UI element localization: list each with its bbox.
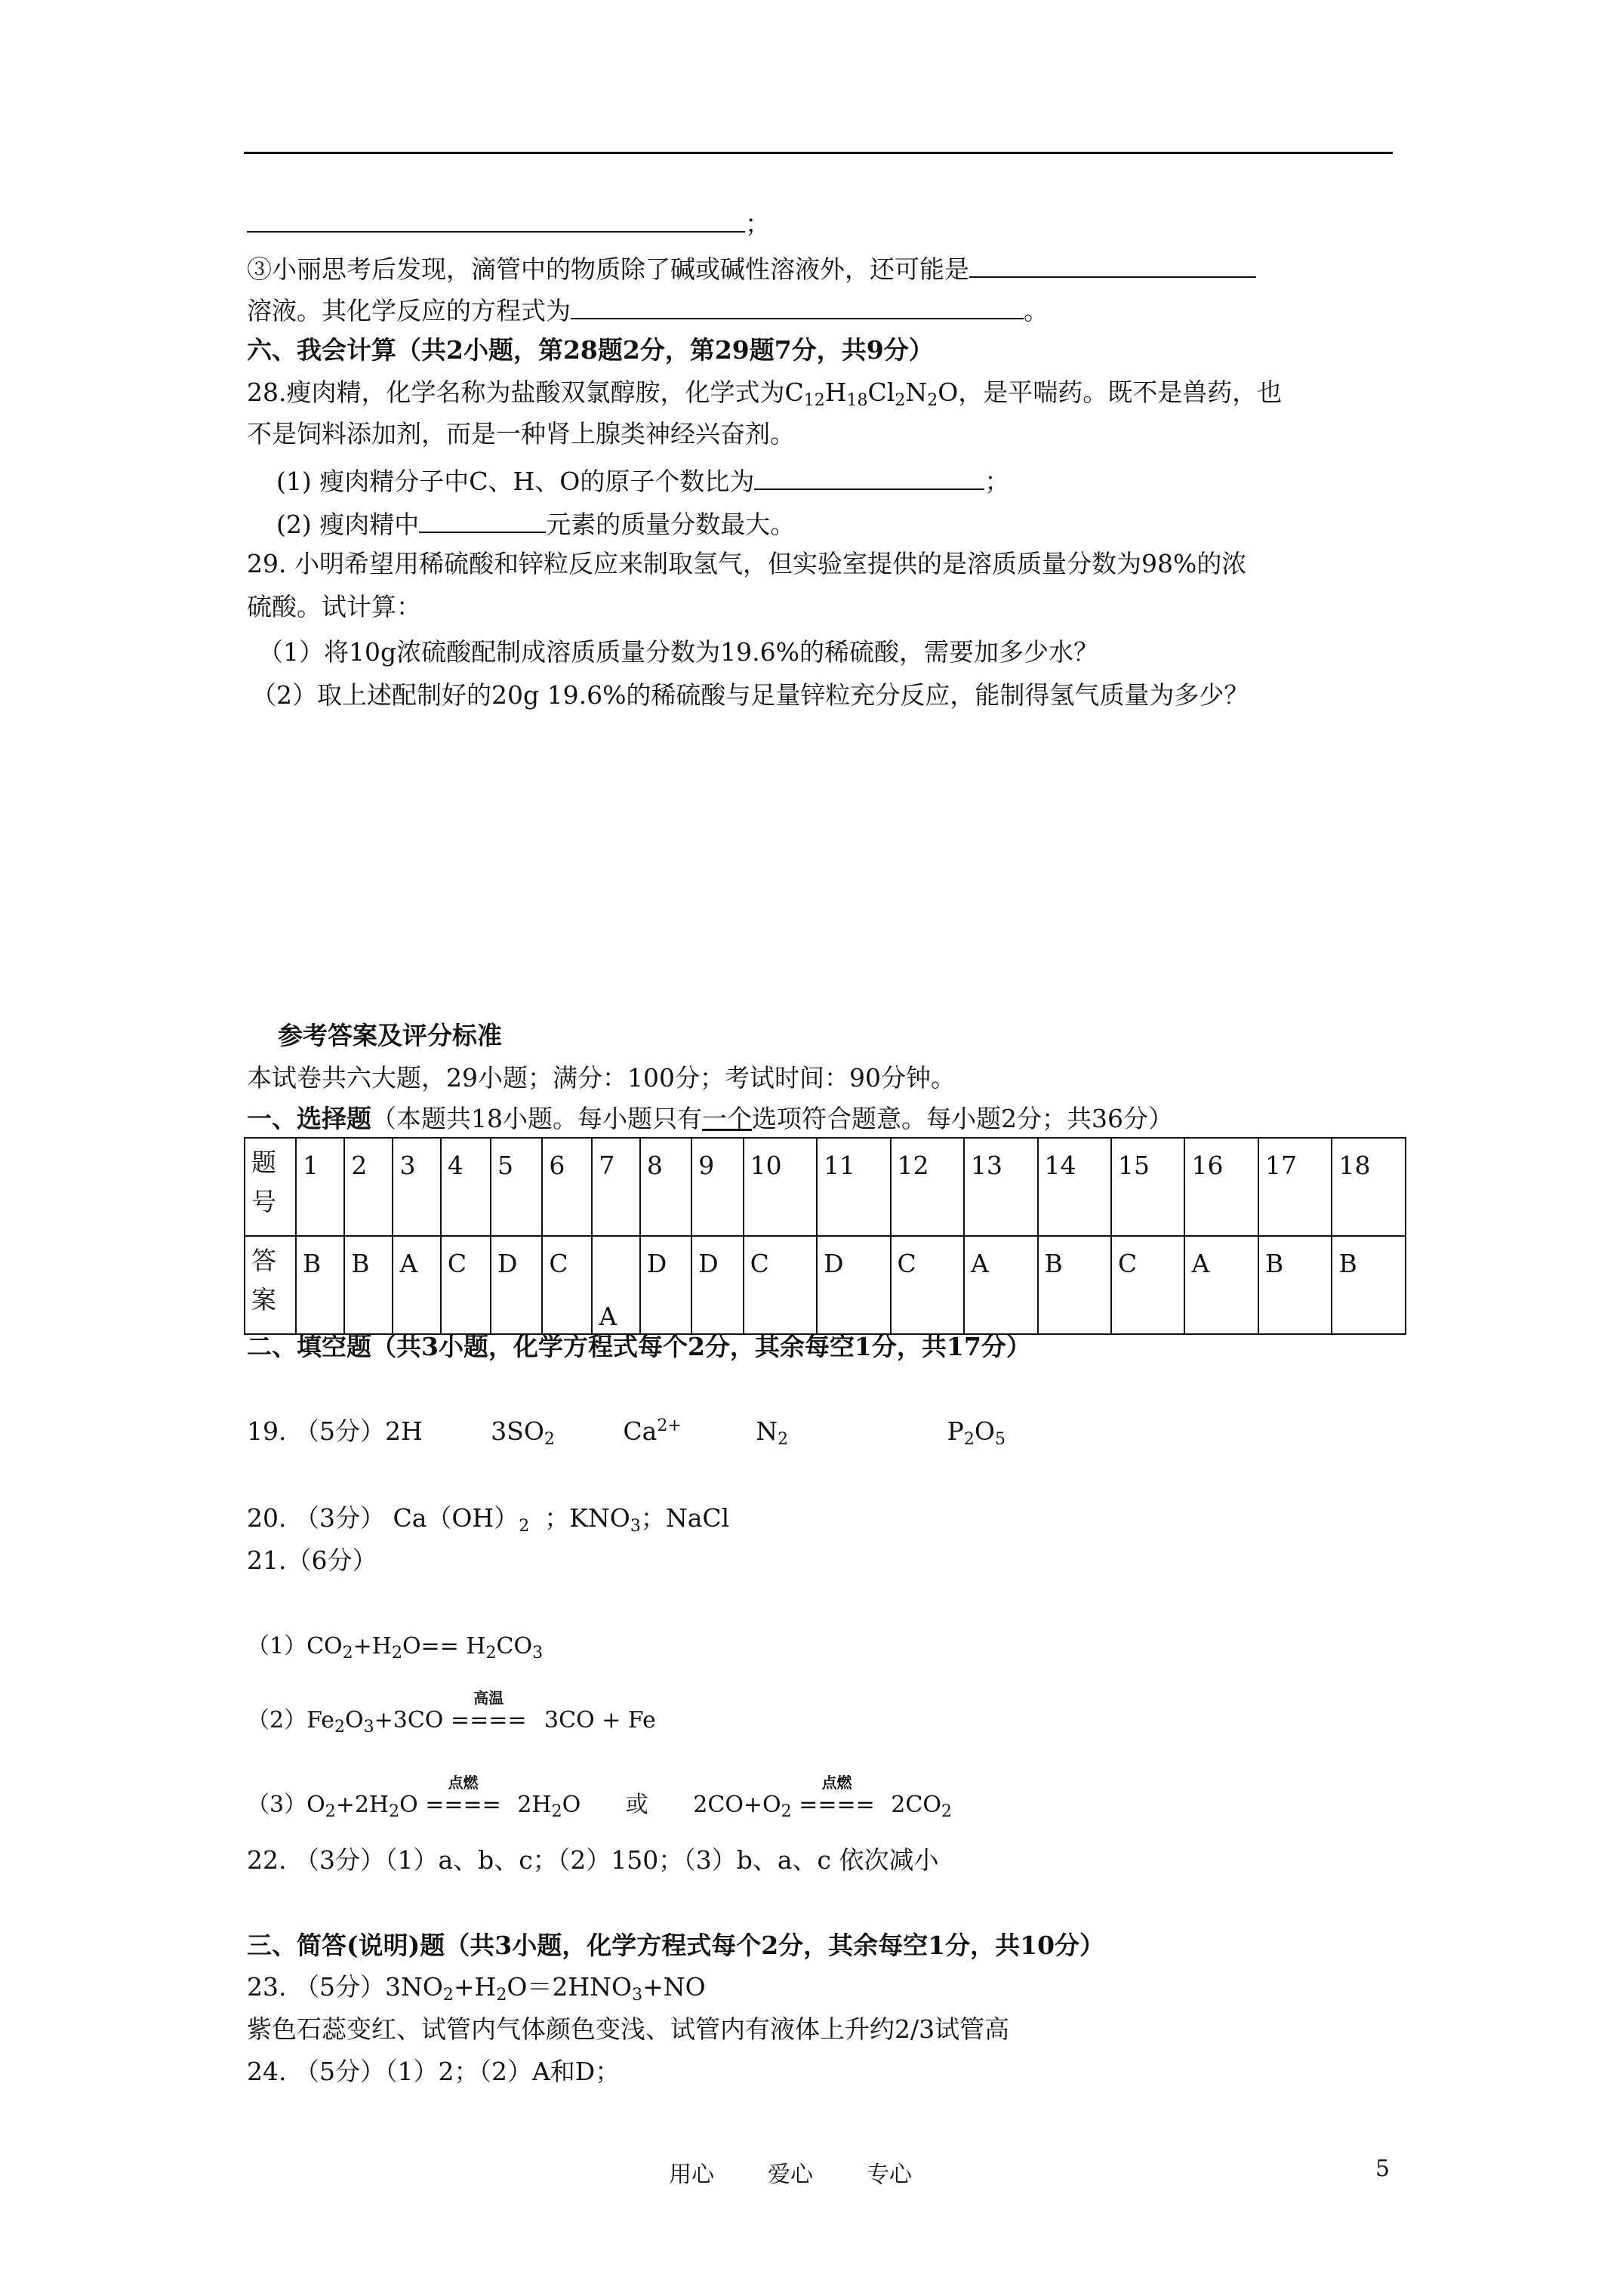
reaction-condition: 高温 ==== — [451, 1703, 527, 1739]
subscript: 2 — [927, 391, 938, 410]
answer-blank[interactable] — [571, 291, 1024, 319]
answer-blank[interactable] — [419, 504, 546, 533]
q19-item: N — [756, 1416, 778, 1446]
question-number-cell: 17 — [1258, 1138, 1332, 1236]
answer-blank[interactable] — [969, 249, 1256, 278]
section3-title: 三、简答(说明)题（共3小题，化学方程式每个2分，其余每空1分，共10分） — [247, 1931, 1105, 1960]
answer-choice-cell: B — [296, 1236, 344, 1334]
q20-text: ；NaCl — [640, 1503, 730, 1533]
answer-choice-cell: B — [344, 1236, 393, 1334]
or-word: 或 — [625, 1792, 648, 1818]
answer-choice-cell: C — [891, 1236, 964, 1334]
q27-sub3-line2 — [247, 291, 1049, 329]
footer-word: 专心 — [867, 2162, 912, 2188]
formula-part: N — [905, 378, 928, 407]
punct: 。 — [1024, 296, 1049, 325]
subscript: 2 — [334, 1718, 346, 1737]
section2-title: 二、填空题（共3小题，化学方程式每个2分，其余每空1分，共17分） — [247, 1332, 1031, 1361]
answer-choice-cell: A — [964, 1236, 1037, 1334]
subscript: 2 — [895, 391, 906, 410]
subscript: 2 — [778, 1430, 789, 1449]
q28-text: O，是平喘药。既不是兽药，也 — [938, 378, 1283, 407]
superscript: 2+ — [657, 1416, 682, 1435]
q29-sub2: （2）取上述配制好的20g 19.6%的稀硫酸与足量锌粒充分反应，能制得氢气质量为多少？ — [251, 680, 1249, 710]
q28-sub1 — [276, 461, 1009, 500]
q29-line1: 29. 小明希望用稀硫酸和锌粒反应来制取氢气，但实验室提供的是溶质质量分数为98%的浓 — [247, 549, 1247, 578]
subscript: 2 — [781, 1802, 792, 1821]
answer-choice-cell: A — [1184, 1236, 1258, 1334]
subscript: 3 — [532, 1644, 544, 1663]
table-header-cell — [245, 1236, 296, 1334]
eq-part: （2）Fe — [247, 1707, 335, 1734]
punct: ； — [984, 467, 1010, 496]
subscript: 3 — [630, 1517, 641, 1536]
q20-text: 20. （3分） Ca（OH） — [247, 1503, 519, 1533]
subscript: 2 — [342, 1644, 353, 1663]
table-row-answers — [245, 1236, 1406, 1334]
eq-part: O — [345, 1707, 364, 1734]
question-number-cell: 18 — [1332, 1138, 1406, 1236]
footer-word: 用心 — [669, 2162, 714, 2188]
answer-table — [244, 1137, 1406, 1335]
question-number-cell: 1 — [296, 1138, 344, 1236]
header-rule — [244, 152, 1393, 154]
q27-sub3-text: ③小丽思考后发现，滴管中的物质除了碱或碱性溶液外，还可能是 — [247, 254, 969, 284]
question-number-cell: 16 — [1184, 1138, 1258, 1236]
header-char: 案 — [251, 1285, 276, 1314]
q28-sub2-text2: 元素的质量分数最大。 — [546, 510, 796, 539]
q20-answer — [247, 1500, 729, 1536]
q21-label: 21.（6分） — [247, 1546, 377, 1575]
subscript: 2 — [325, 1802, 336, 1821]
answer-choice-cell: C — [1111, 1236, 1184, 1334]
q23-answer — [247, 1969, 706, 2005]
eq-part: O — [562, 1792, 581, 1818]
table-header-cell — [245, 1138, 296, 1236]
question-number-cell: 8 — [640, 1138, 691, 1236]
eq-part: +NO — [642, 1972, 706, 2002]
eq-part: O — [399, 1792, 418, 1818]
formula-part: Cl — [867, 378, 895, 407]
eq3 — [247, 1774, 952, 1823]
q29-line2: 硫酸。试计算： — [247, 592, 421, 621]
answer-blank[interactable] — [247, 204, 745, 233]
footer-word: 爱心 — [768, 2162, 813, 2188]
section1-desc: （本题共18小题。每小题只有 — [371, 1104, 702, 1133]
q20-text: ；KNO — [544, 1503, 630, 1533]
eq-part: 2CO — [891, 1792, 941, 1818]
q28-sub2-text: (2) 瘦肉精中 — [276, 510, 420, 539]
condition-label: 点燃 — [448, 1774, 479, 1792]
question-number-cell: 9 — [691, 1138, 743, 1236]
subscript: 2 — [963, 1430, 975, 1449]
answer-choice-cell: A — [393, 1236, 440, 1334]
q19-item: P — [947, 1416, 964, 1446]
q28-sub1-text: (1) 瘦肉精分子中C、H、O的原子个数比为 — [276, 467, 755, 496]
eq-part: O== H — [402, 1633, 486, 1660]
answer-choice-cell: C — [441, 1236, 491, 1334]
question-number-cell: 6 — [542, 1138, 592, 1236]
answer-choice-cell: D — [817, 1236, 890, 1334]
q27-sub3-text2: 溶液。其化学反应的方程式为 — [247, 296, 571, 325]
answer-choice-cell: C — [542, 1236, 592, 1334]
eq-part: 2CO+O — [693, 1792, 781, 1818]
q19-item: Ca — [623, 1416, 658, 1446]
condition-label: 点燃 — [821, 1774, 852, 1792]
table-row-numbers — [245, 1138, 1406, 1236]
question-number-cell: 7 — [592, 1138, 639, 1236]
subscript: 2 — [389, 1802, 400, 1821]
question-number-cell: 2 — [344, 1138, 393, 1236]
section1-desc2: 选项符合题意。每小题2分；共36分） — [752, 1104, 1173, 1133]
question-number-cell: 15 — [1111, 1138, 1184, 1236]
answer-choice-cell: D — [491, 1236, 542, 1334]
reaction-condition: 点燃 ==== — [425, 1787, 501, 1823]
page-number: 5 — [1375, 2156, 1390, 2182]
q19-item: O — [974, 1416, 995, 1446]
subscript: 2 — [485, 1644, 497, 1663]
q19-answer — [247, 1413, 1006, 1450]
q28-line2: 不是饲料添加剂，而是一种肾上腺类神经兴奋剂。 — [247, 419, 795, 448]
formula-part: H — [824, 378, 847, 407]
eq-part: +2H — [335, 1792, 390, 1818]
question-number-cell: 13 — [964, 1138, 1037, 1236]
eq-part: 2H — [517, 1792, 552, 1818]
subscript: 5 — [994, 1430, 1006, 1449]
section1-title: 一、选择题 — [247, 1104, 371, 1133]
header-char: 题 — [251, 1148, 276, 1177]
answers-intro: 本试卷共六大题，29小题；满分：100分；考试时间：90分钟。 — [247, 1063, 956, 1093]
subscript: 2 — [551, 1802, 562, 1821]
answer-choice-cell: D — [691, 1236, 743, 1334]
subscript: 12 — [803, 391, 825, 410]
q19-item: 3SO — [491, 1416, 544, 1446]
question-number-cell: 4 — [441, 1138, 491, 1236]
subscript: 2 — [544, 1430, 555, 1449]
eq-part: （3）O — [247, 1792, 325, 1818]
header-char: 号 — [251, 1187, 276, 1216]
q28-sub2 — [276, 504, 795, 543]
subscript: 3 — [632, 1986, 643, 2005]
eq-part: +H — [353, 1633, 392, 1660]
question-number-cell: 3 — [393, 1138, 440, 1236]
subscript: 2 — [941, 1802, 952, 1821]
question-number-cell: 14 — [1038, 1138, 1111, 1236]
q23-line2: 紫色石蕊变红、试管内气体颜色变浅、试管内有液体上升约2/3试管高 — [247, 2014, 1010, 2044]
eq-part: +3CO — [374, 1707, 444, 1734]
q27-sub3-line1 — [247, 249, 1256, 288]
question-number-cell: 5 — [491, 1138, 542, 1236]
subscript: 2 — [391, 1644, 402, 1663]
answer-blank[interactable] — [754, 461, 984, 490]
q27-blank-line — [247, 204, 770, 242]
eq-part: O＝2HNO — [507, 1972, 633, 2002]
reaction-condition: 点燃 ==== — [799, 1787, 875, 1823]
eq-part: （1）CO — [247, 1633, 343, 1660]
answer-choice-cell: B — [1332, 1236, 1406, 1334]
header-char: 答 — [251, 1246, 276, 1275]
q24-answer: 24. （5分）（1）2；（2）A和D； — [247, 2057, 621, 2086]
subscript: 2 — [496, 1986, 507, 2005]
q22-answer: 22. （3分）（1）a、b、c；（2）150；（3）b、a、c 依次减小 — [247, 1845, 939, 1875]
q19-text: 19. （5分）2H — [247, 1416, 423, 1446]
answers-title: 参考答案及评分标准 — [278, 1021, 502, 1050]
answer-choice-cell: C — [744, 1236, 817, 1334]
q29-sub1: （1）将10g浓硫酸配制成溶质质量分数为19.6%的稀硫酸，需要加多少水？ — [258, 637, 1098, 667]
section1-heading — [247, 1101, 1173, 1137]
condition-label: 高温 — [473, 1689, 504, 1707]
question-number-cell: 10 — [744, 1138, 817, 1236]
subscript: 2 — [519, 1517, 530, 1536]
answer-choice-cell: B — [1258, 1236, 1332, 1334]
section1-underlined: 一个 — [702, 1104, 752, 1133]
eq-part: CO — [496, 1633, 533, 1660]
eq1 — [247, 1629, 543, 1665]
eq-part: 23. （5分）3NO — [247, 1972, 443, 2002]
eq-part: +H — [453, 1972, 497, 2002]
question-number-cell: 12 — [891, 1138, 964, 1236]
q28-line1 — [247, 374, 1282, 411]
q28-text: 28.瘦肉精，化学名称为盐酸双氯醇胺，化学式为C — [247, 378, 804, 407]
punct: ； — [745, 209, 770, 239]
subscript: 18 — [846, 391, 868, 410]
question-number-cell: 11 — [817, 1138, 890, 1236]
answer-choice-cell: A — [592, 1236, 639, 1334]
subscript: 3 — [363, 1718, 374, 1737]
subscript: 2 — [442, 1986, 454, 2005]
eq2 — [247, 1689, 656, 1739]
section6-title: 六、我会计算（共2小题，第28题2分，第29题7分，共9分） — [247, 335, 934, 365]
answer-choice-cell: B — [1038, 1236, 1111, 1334]
eq-part: 3CO + Fe — [544, 1707, 656, 1734]
answer-choice-cell: D — [640, 1236, 691, 1334]
